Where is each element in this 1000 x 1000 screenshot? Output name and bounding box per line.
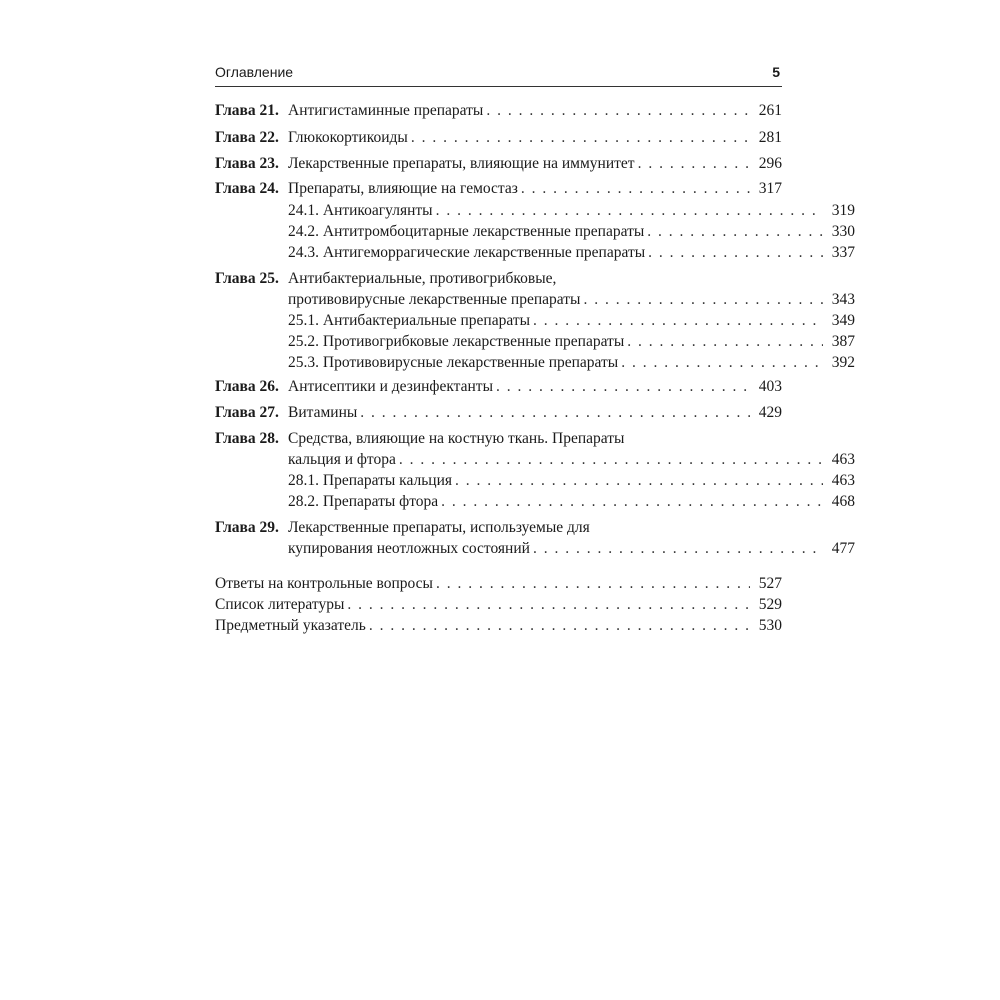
entry-title: противовирусные лекарственные препараты [288,291,581,308]
chapter-label: Глава 23. [215,155,279,172]
entry-page: 319 [831,202,855,219]
entry-title: Витамины [288,404,358,421]
entry-page: 477 [831,540,855,557]
entry-page: 468 [831,493,855,510]
entry-title: Лекарственные препараты, используемые для [288,519,590,536]
dot-leader [441,491,823,513]
entry-title: 24.2. Антитромбоцитарные лекарственные препараты [288,223,645,240]
entry-title: Антисептики и дезинфектанты [288,378,493,395]
entry-page: 392 [831,354,855,371]
entry-page: 387 [831,333,855,350]
entry-title: Ответы на контрольные вопросы [215,575,433,592]
toc-entry[interactable] [215,402,782,424]
running-header [215,64,782,87]
entry-title: 25.1. Антибактериальные препараты [288,312,531,329]
dot-leader [496,376,750,398]
dot-leader [399,449,823,471]
chapter-label: Глава 29. [215,519,279,536]
dot-leader [647,221,823,243]
entry-title: купирования неотложных состояний [288,540,530,557]
toc-entry[interactable] [215,376,782,398]
entry-title: 28.1. Препараты кальция [288,472,452,489]
dot-leader [347,594,750,616]
dot-leader [648,242,823,264]
chapter-label: Глава 27. [215,404,279,421]
entry-title: 24.1. Антикоагулянты [288,202,433,219]
entry-title: Антибактериальные, противогрибковые, [288,270,557,287]
toc-entry-continuation[interactable] [215,538,855,560]
chapter-label: Глава 24. [215,180,279,197]
entry-page: 463 [831,472,855,489]
dot-leader [411,127,750,149]
chapter-label: Глава 26. [215,378,279,395]
entry-page: 281 [758,129,782,146]
toc-entry[interactable] [215,127,782,149]
dot-leader [436,573,750,595]
entry-page: 403 [758,378,782,395]
toc-subentry[interactable] [215,310,855,332]
toc-subentry[interactable] [215,221,855,243]
chapter-label: Глава 28. [215,430,279,447]
dot-leader [533,538,823,560]
toc-subentry[interactable] [215,491,855,513]
toc-backmatter-entry[interactable] [215,573,782,595]
entry-title: 25.2. Противогрибковые лекарственные препараты [288,333,625,350]
toc-entry[interactable] [215,178,782,200]
entry-title: Лекарственные препараты, влияющие на иммунитет [288,155,635,172]
dot-leader [621,352,823,374]
entry-page: 261 [758,102,782,119]
dot-leader [627,331,823,353]
toc-backmatter-entry[interactable] [215,615,782,637]
dot-leader [436,200,823,222]
dot-leader [533,310,823,332]
dot-leader [360,402,750,424]
entry-page: 529 [758,596,782,613]
toc-entry[interactable] [215,100,782,122]
toc-subentry[interactable] [215,470,855,492]
header-title: Оглавление [215,64,294,80]
toc-subentry[interactable] [215,331,855,353]
toc-entry[interactable] [215,153,782,175]
entry-page: 527 [758,575,782,592]
chapter-label: Глава 21. [215,102,279,119]
entry-page: 343 [831,291,855,308]
entry-page: 530 [758,617,782,634]
toc-entry-continuation[interactable] [215,449,855,471]
entry-page: 463 [831,451,855,468]
toc-entry[interactable] [215,268,782,290]
dot-leader [521,178,750,200]
entry-title: Средства, влияющие на костную ткань. Препараты [288,430,625,447]
toc-entry[interactable] [215,428,782,450]
chapter-label: Глава 22. [215,129,279,146]
entry-title: 24.3. Антигеморрагические лекарственные препараты [288,244,646,261]
entry-title: Предметный указатель [215,617,366,634]
entry-title: 28.2. Препараты фтора [288,493,439,510]
header-page-number: 5 [772,64,780,80]
entry-page: 296 [758,155,782,172]
entry-page: 349 [831,312,855,329]
dot-leader [638,153,750,175]
entry-title: Препараты, влияющие на гемостаз [288,180,518,197]
toc-subentry[interactable] [215,242,855,264]
dot-leader [369,615,750,637]
toc-subentry[interactable] [215,200,855,222]
entry-page: 317 [758,180,782,197]
entry-title: Глюкокортикоиды [288,129,408,146]
entry-page: 330 [831,223,855,240]
toc-entry-continuation[interactable] [215,289,855,311]
entry-title: кальция и фтора [288,451,396,468]
entry-title: Антигистаминные препараты [288,102,484,119]
dot-leader [486,100,750,122]
toc-entry[interactable] [215,517,782,539]
chapter-label: Глава 25. [215,270,279,287]
dot-leader [455,470,823,492]
toc-backmatter-entry[interactable] [215,594,782,616]
toc-subentry[interactable] [215,352,855,374]
dot-leader [583,289,823,311]
entry-title: 25.3. Противовирусные лекарственные препараты [288,354,619,371]
entry-title: Список литературы [215,596,345,613]
entry-page: 429 [758,404,782,421]
entry-page: 337 [831,244,855,261]
